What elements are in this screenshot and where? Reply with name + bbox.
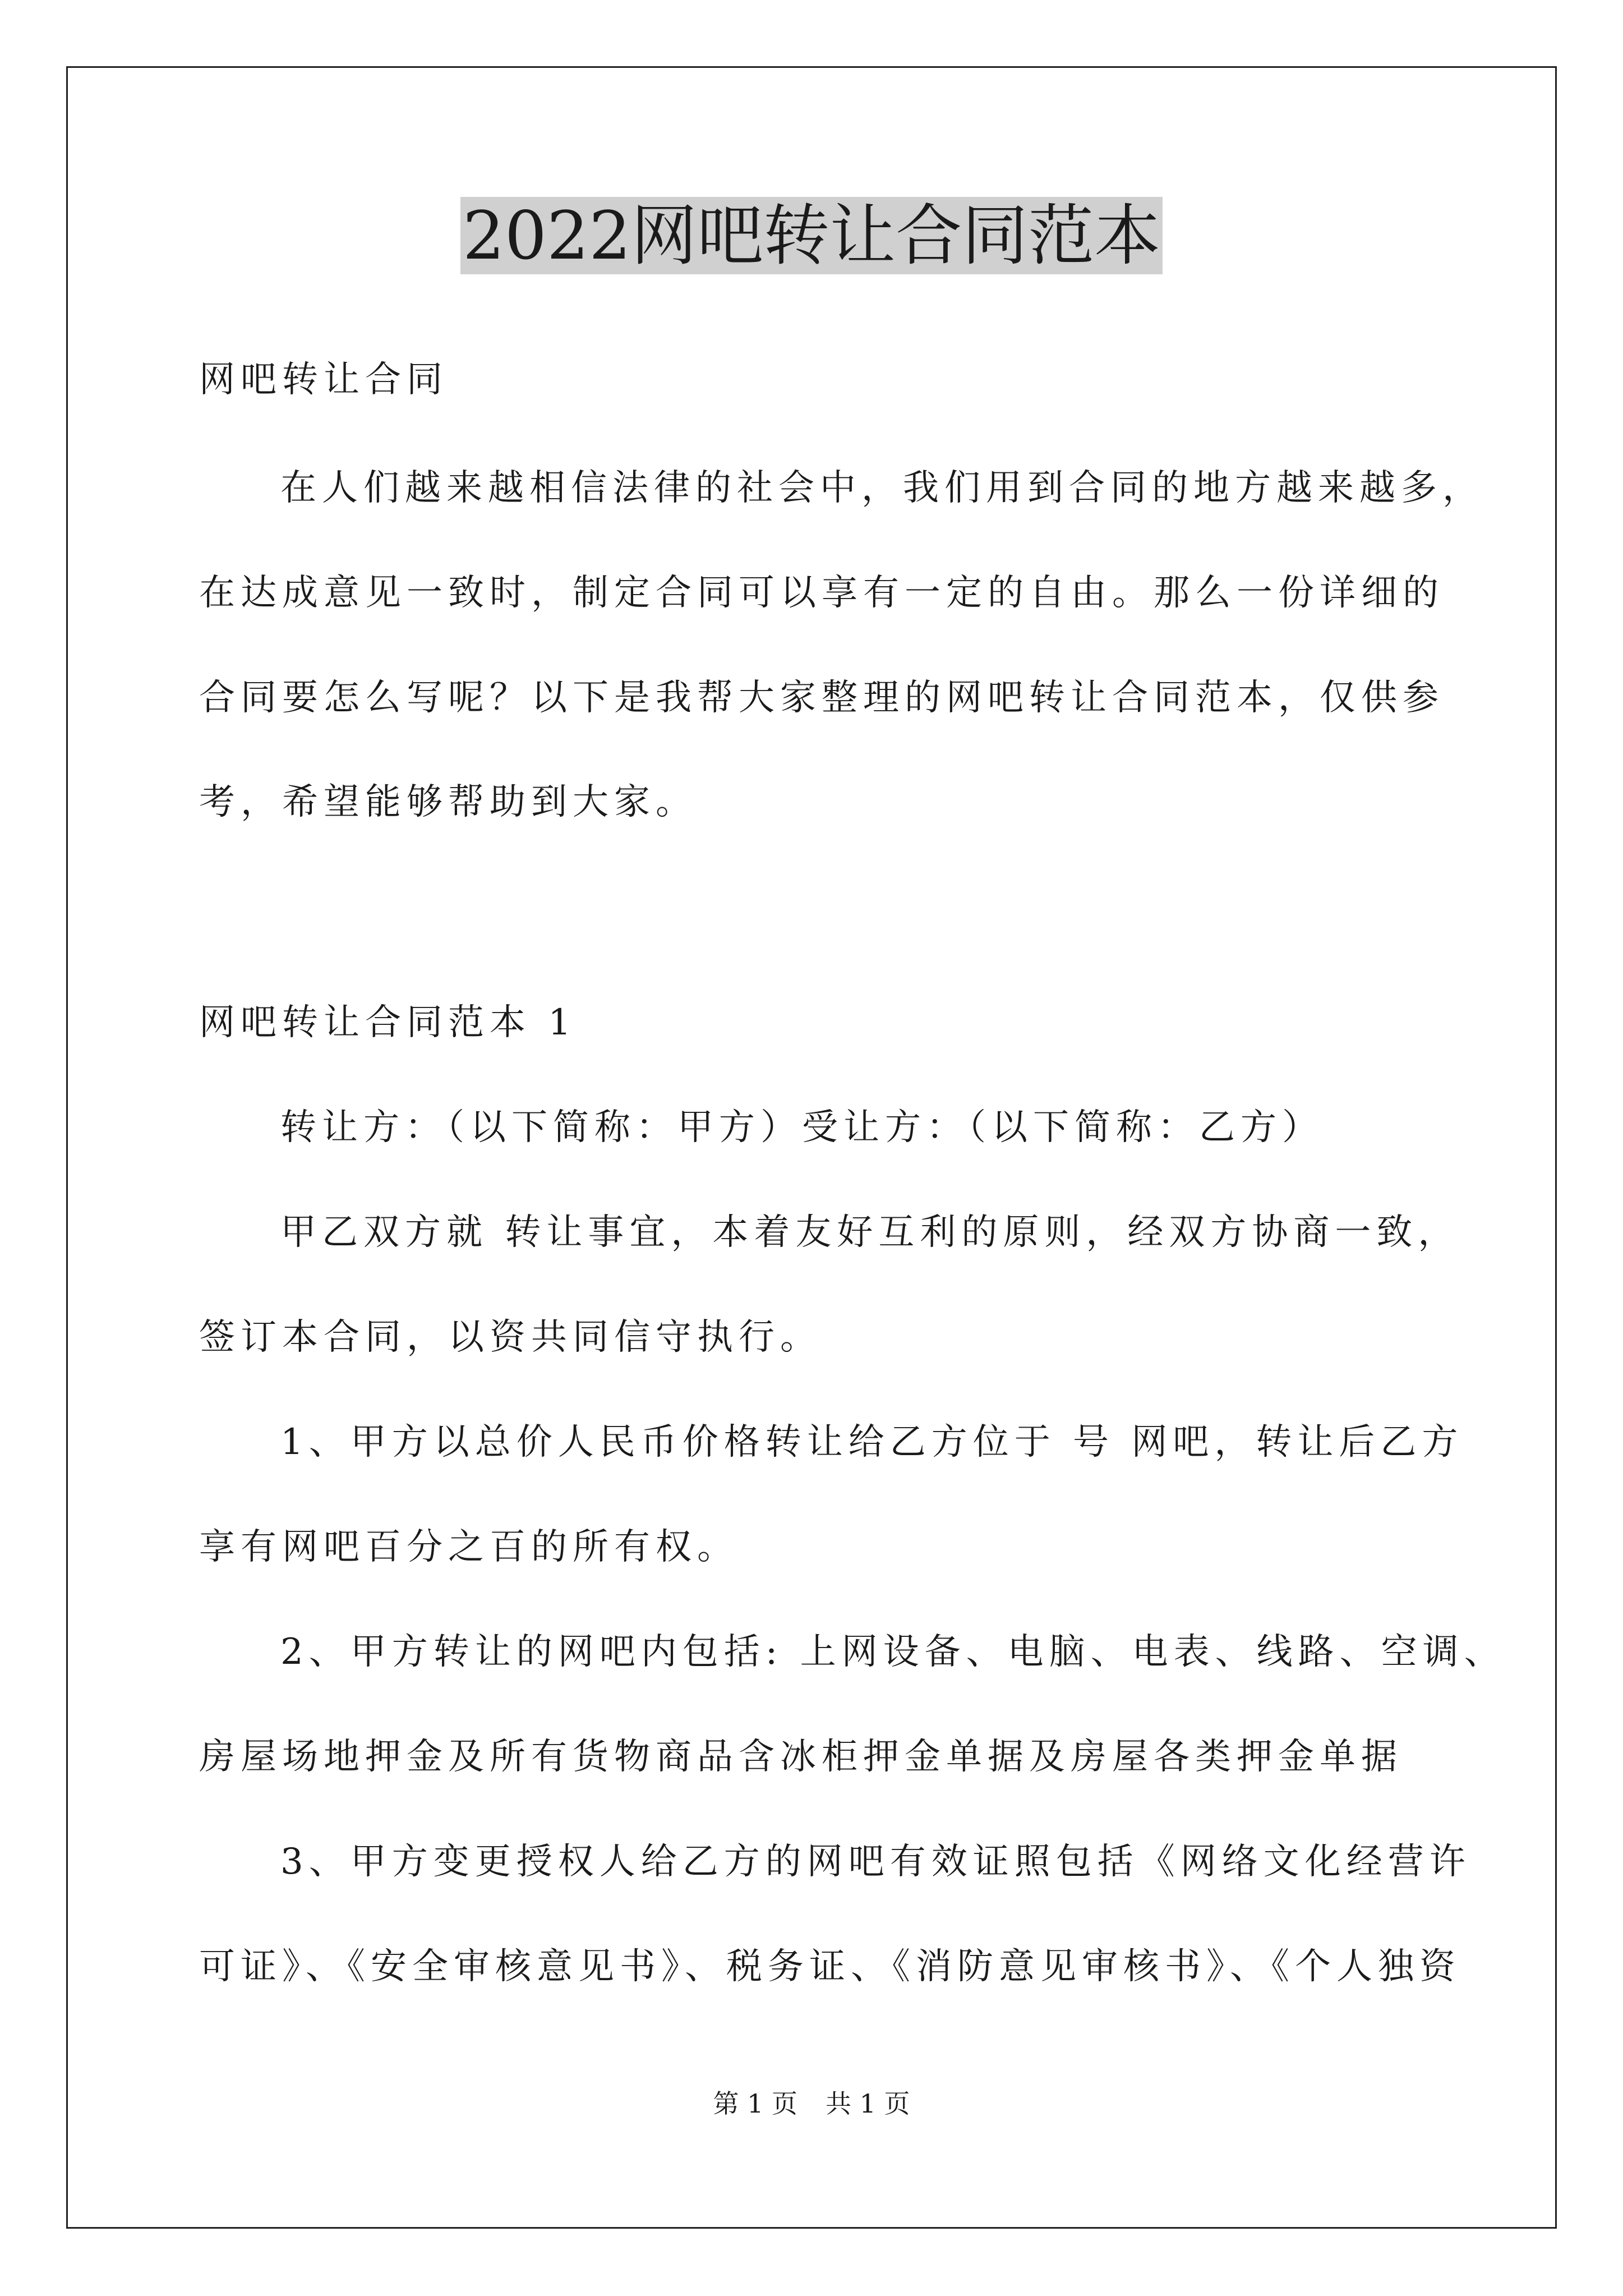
clause-3-line: 3、甲方变更授权人给乙方的网吧有效证照包括《网络文化经营许: [280, 1841, 1471, 1883]
paragraph-line: 考，希望能够帮助到大家。: [199, 781, 697, 823]
page-total: 共 1 页: [826, 2088, 910, 2119]
paragraph-line: 合同要怎么写呢？以下是我帮大家整理的网吧转让合同范本，仅供参: [199, 677, 1444, 719]
clause-3-line: 可证》、《安全审核意见书》、税务证、《消防意见审核书》、《个人独资: [199, 1946, 1461, 1987]
paragraph-line: 甲乙双方就 转让事宜，本着友好互利的原则，经双方协商一致，: [280, 1212, 1460, 1253]
clause-1-line: 1、甲方以总价人民币价格转让给乙方位于 号 网吧，转让后乙方: [280, 1421, 1464, 1463]
clause-2-line: 房屋场地押金及所有货物商品含冰柜押金单据及房屋各类押金单据: [199, 1736, 1403, 1778]
clause-2-line: 2、甲方转让的网吧内包括: 上网设备、电脑、电表、线路、空调、: [280, 1631, 1506, 1673]
clause-1-line: 享有网吧百分之百的所有权。: [199, 1526, 739, 1568]
section-heading-sample-1: 网吧转让合同范本 1: [199, 1002, 577, 1043]
section-heading-contract: 网吧转让合同: [199, 359, 448, 401]
paragraph-line: 在达成意见一致时，制定合同可以享有一定的自由。那么一份详细的: [199, 572, 1444, 614]
page-footer: [0, 2087, 1623, 2120]
document-title: 2022网吧转让合同范本: [0, 194, 1623, 278]
paragraph-line-parties: 转让方：（以下简称：甲方）受让方：（以下简称：乙方）: [280, 1107, 1324, 1148]
page-number: 第 1 页: [713, 2088, 797, 2119]
paragraph-line: 签订本合同，以资共同信守执行。: [199, 1317, 822, 1358]
paragraph-line: 在人们越来越相信法律的社会中，我们用到合同的地方越来越多，: [280, 467, 1484, 509]
